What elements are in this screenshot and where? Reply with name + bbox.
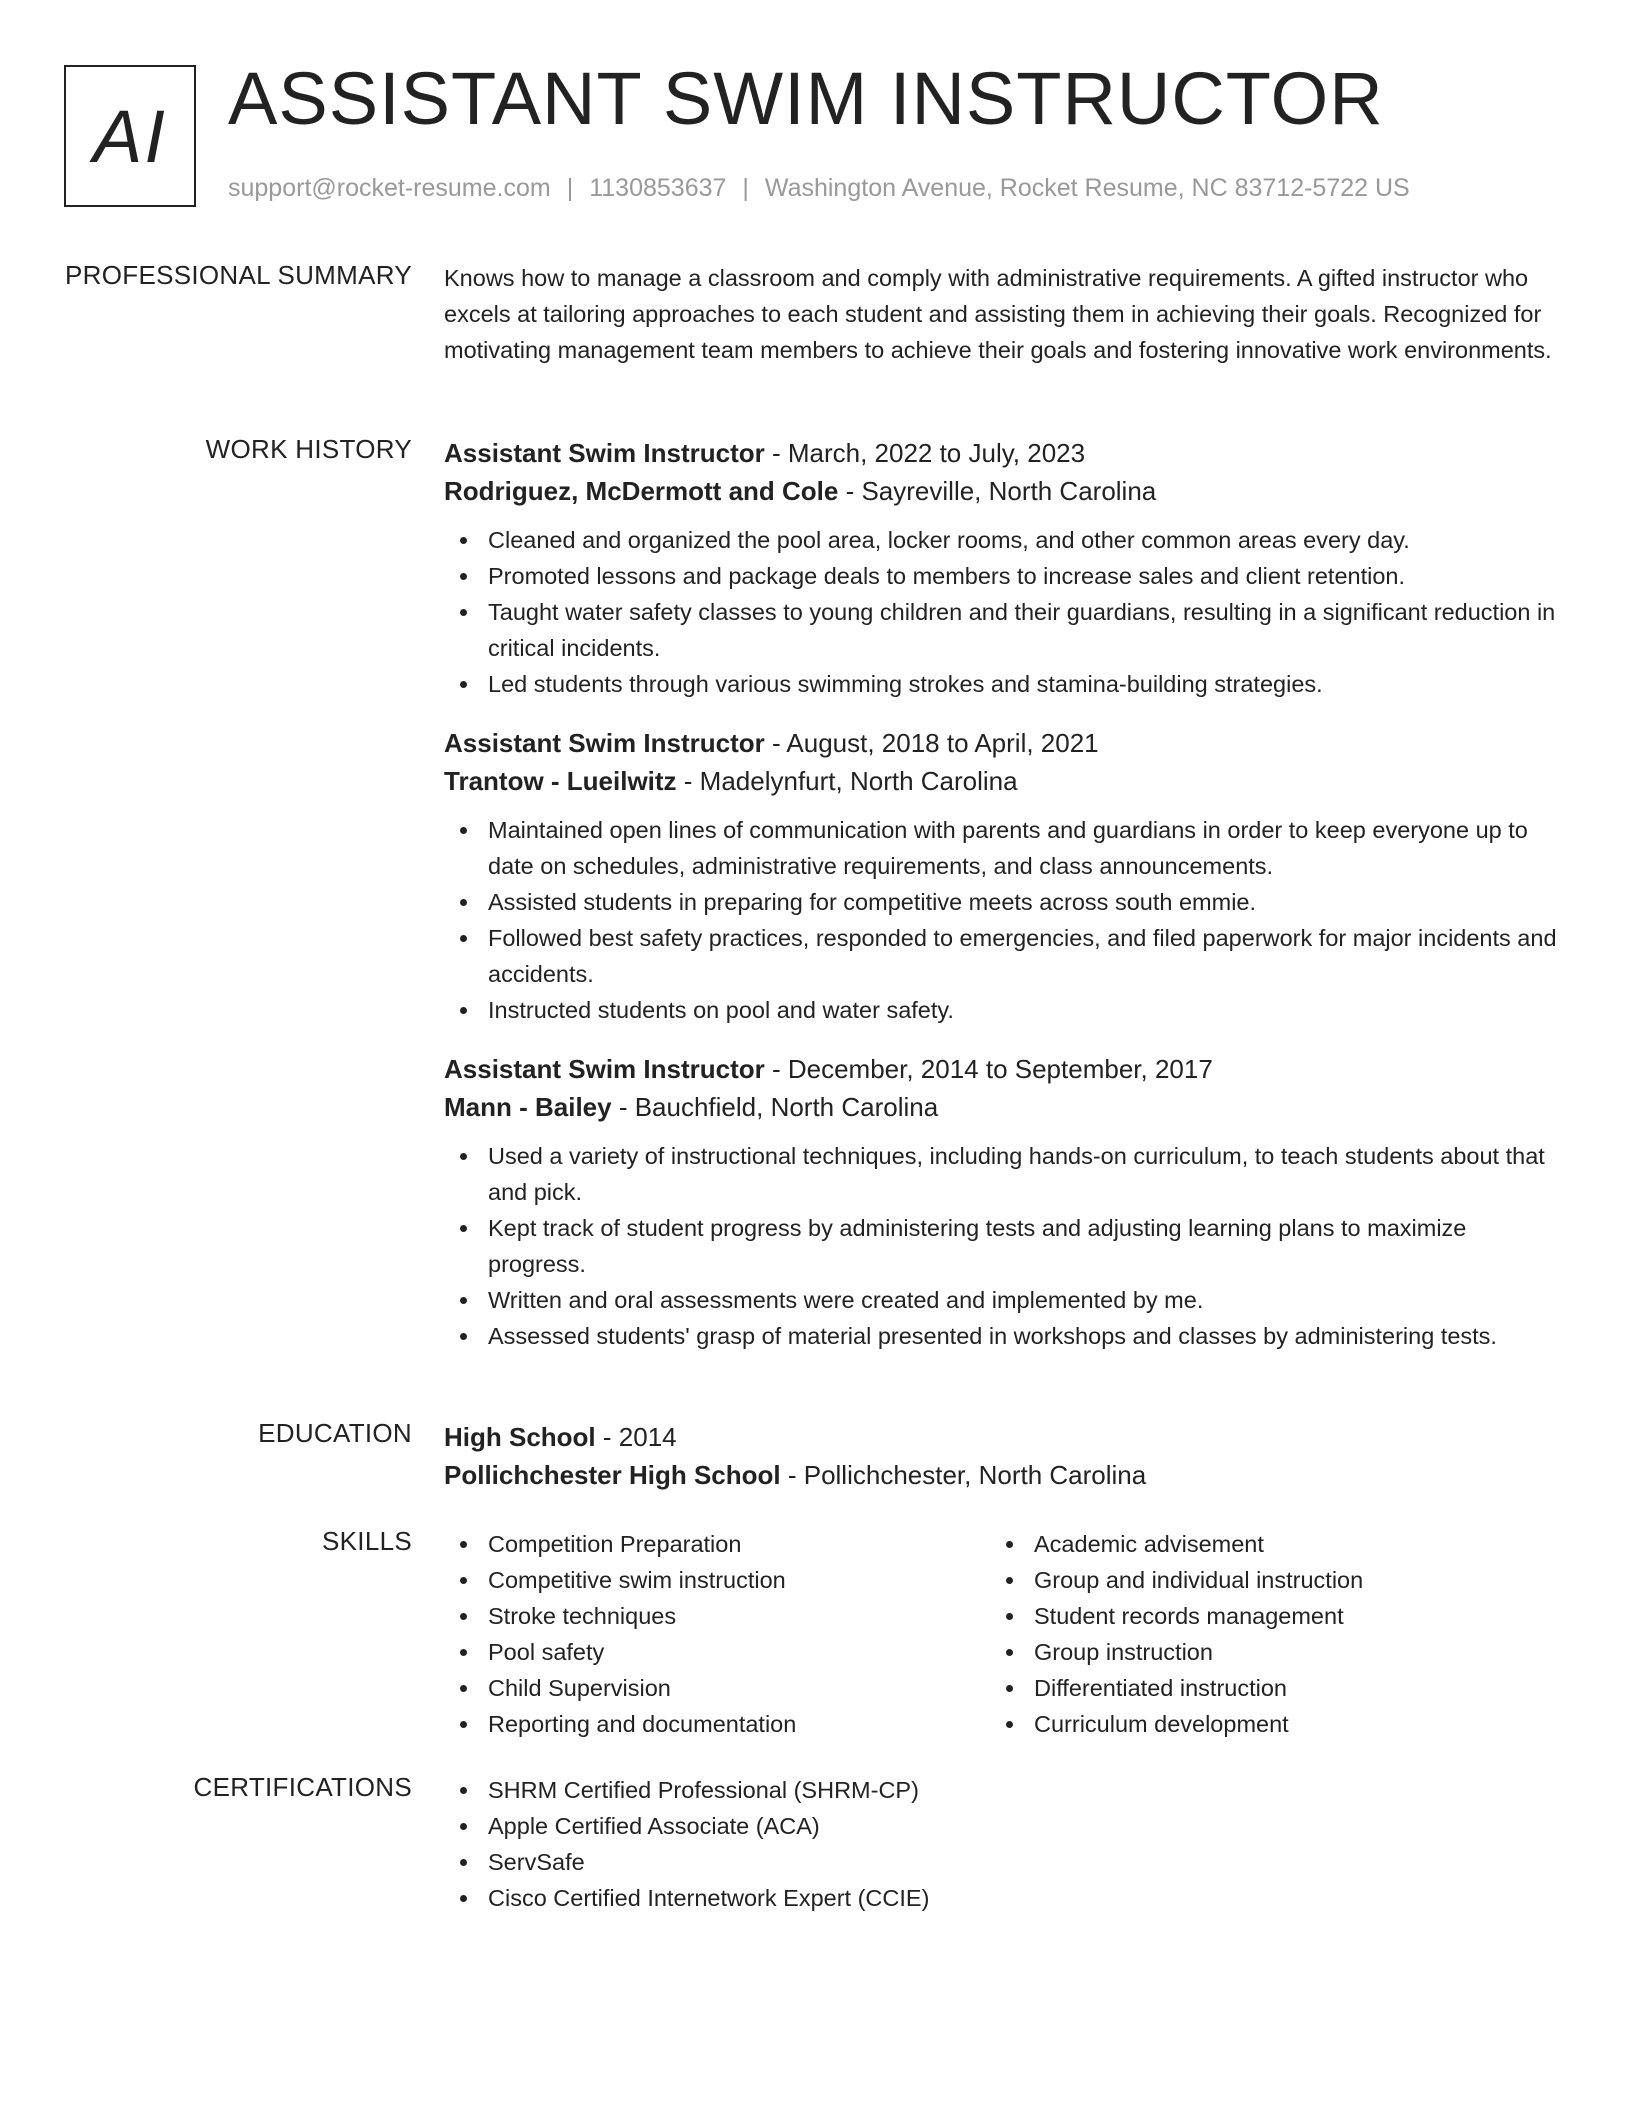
certification-item: SHRM Certified Professional (SHRM-CP) <box>444 1772 1564 1808</box>
contact-line <box>228 174 1410 203</box>
skill-item: Competitive swim instruction <box>444 1562 990 1598</box>
section-label-work-history: WORK HISTORY <box>205 434 412 464</box>
skills-list-right <box>990 1526 1536 1742</box>
certification-item: Cisco Certified Internetwork Expert (CCIE) <box>444 1880 1564 1916</box>
job-bullet: Used a variety of instructional techniques, including hands-on curriculum, to teach students about that and pick. <box>444 1138 1564 1210</box>
skill-item: Group and individual instruction <box>990 1562 1536 1598</box>
job-company: Mann - Bailey <box>444 1092 612 1122</box>
job-company: Rodriguez, McDermott and Cole <box>444 476 839 506</box>
job-entry <box>444 1050 1564 1354</box>
job-bullets <box>444 1138 1564 1354</box>
contact-address: Washington Avenue, Rocket Resume, NC 83712-5722 US <box>764 174 1410 202</box>
job-location: - Sayreville, North Carolina <box>838 476 1157 506</box>
section-label-certifications: CERTIFICATIONS <box>193 1772 412 1802</box>
skills-columns <box>444 1526 1564 1742</box>
certifications-list <box>444 1772 1564 1916</box>
job-title-line <box>444 434 1564 472</box>
skills-list-left <box>444 1526 990 1742</box>
education-location: - Pollichchester, North Carolina <box>780 1460 1147 1490</box>
skill-item: Curriculum development <box>990 1706 1536 1742</box>
job-bullet: Kept track of student progress by administering tests and adjusting learning plans to maximize progress. <box>444 1210 1564 1282</box>
job-company-line <box>444 762 1564 800</box>
certification-item: ServSafe <box>444 1844 1564 1880</box>
job-bullet: Led students through various swimming strokes and stamina-building strategies. <box>444 666 1564 702</box>
job-title: Assistant Swim Instructor <box>444 1054 765 1084</box>
monogram-text: AI <box>93 94 167 178</box>
job-entry <box>444 434 1564 702</box>
job-bullet: Written and oral assessments were created and implemented by me. <box>444 1282 1564 1318</box>
skill-item: Child Supervision <box>444 1670 990 1706</box>
skill-item: Group instruction <box>990 1634 1536 1670</box>
job-bullets <box>444 522 1564 702</box>
education-degree-line <box>444 1418 1564 1456</box>
job-bullet: Cleaned and organized the pool area, locker rooms, and other common areas every day. <box>444 522 1564 558</box>
job-company-line <box>444 472 1564 510</box>
skill-item: Stroke techniques <box>444 1598 990 1634</box>
education-school-line <box>444 1456 1564 1494</box>
summary-text: Knows how to manage a classroom and comply with administrative requirements. A gifted instructor who excels at tailoring approaches to each student and assisting them in achieving their goals. Recognized for motivating management team members to achieve their goals and fostering innovative work environments. <box>444 265 1552 363</box>
contact-email: support@rocket-resume.com <box>228 174 551 202</box>
job-location: - Madelynfurt, North Carolina <box>676 766 1018 796</box>
contact-separator: | <box>742 174 749 202</box>
job-title-line <box>444 724 1564 762</box>
education-degree: High School <box>444 1422 596 1452</box>
section-label-skills: SKILLS <box>322 1526 412 1556</box>
skill-item: Competition Preparation <box>444 1526 990 1562</box>
monogram-logo <box>64 65 196 207</box>
job-company-line <box>444 1088 1564 1126</box>
contact-separator: | <box>566 174 574 202</box>
skill-item: Reporting and documentation <box>444 1706 990 1742</box>
job-title: Assistant Swim Instructor <box>444 438 765 468</box>
job-title-line <box>444 1050 1564 1088</box>
job-bullet: Followed best safety practices, responded to emergencies, and filed paperwork for major incidents and accidents. <box>444 920 1564 992</box>
job-dates: - March, 2022 to July, 2023 <box>764 438 1086 468</box>
job-bullet: Instructed students on pool and water safety. <box>444 992 1564 1028</box>
job-bullet: Maintained open lines of communication with parents and guardians in order to keep everyone up to date on schedules, administrative requirements, and class announcements. <box>444 812 1564 884</box>
job-company: Trantow - Lueilwitz <box>444 766 677 796</box>
skill-item: Academic advisement <box>990 1526 1536 1562</box>
job-location: - Bauchfield, North Carolina <box>611 1092 939 1122</box>
job-bullet: Taught water safety classes to young children and their guardians, resulting in a significant reduction in critical incidents. <box>444 594 1564 666</box>
resume-title: ASSISTANT SWIM INSTRUCTOR <box>228 57 1384 140</box>
job-dates: - December, 2014 to September, 2017 <box>764 1054 1213 1084</box>
job-title: Assistant Swim Instructor <box>444 728 765 758</box>
section-label-education: EDUCATION <box>258 1418 412 1448</box>
certification-item: Apple Certified Associate (ACA) <box>444 1808 1564 1844</box>
education-year: - 2014 <box>595 1422 677 1452</box>
skill-item: Pool safety <box>444 1634 990 1670</box>
job-entry <box>444 724 1564 1028</box>
contact-phone: 1130853637 <box>589 174 727 202</box>
skill-item: Differentiated instruction <box>990 1670 1536 1706</box>
job-bullet: Assisted students in preparing for competitive meets across south emmie. <box>444 884 1564 920</box>
job-dates: - August, 2018 to April, 2021 <box>764 728 1099 758</box>
job-bullets <box>444 812 1564 1028</box>
section-label-summary: PROFESSIONAL SUMMARY <box>65 260 412 290</box>
job-bullet: Assessed students' grasp of material presented in workshops and classes by administering tests. <box>444 1318 1564 1354</box>
job-bullet: Promoted lessons and package deals to members to increase sales and client retention. <box>444 558 1564 594</box>
education-school: Pollichchester High School <box>444 1460 781 1490</box>
skill-item: Student records management <box>990 1598 1536 1634</box>
